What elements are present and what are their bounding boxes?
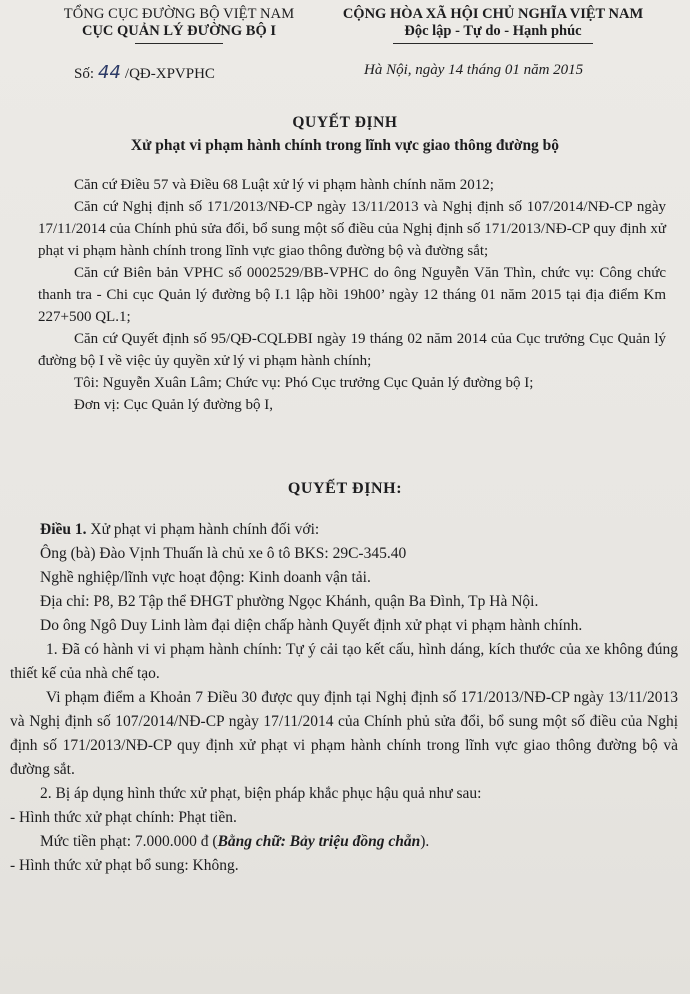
fine-in-words: Bằng chữ: Bảy triệu đồng chẵn — [217, 833, 421, 850]
basis-paragraph: Căn cứ Điều 57 và Điều 68 Luật xử lý vi phạm hành chính năm 2012; — [74, 177, 494, 193]
article-1 — [10, 518, 678, 878]
fine-suffix: ). — [420, 833, 430, 850]
representative-line: Do ông Ngô Duy Linh làm đại diện chấp hành Quyết định xử phạt vi phạm hành chính. — [40, 617, 583, 634]
address-line: Địa chỉ: P8, B2 Tập thể ĐHGT phường Ngọc Khánh, quận Ba Đình, Tp Hà Nội. — [40, 593, 539, 610]
legal-basis-section — [38, 174, 666, 416]
national-motto: Độc lập - Tự do - Hạnh phúc — [404, 23, 582, 39]
department-name: CỤC QUẢN LÝ ĐƯỜNG BỘ I — [81, 23, 276, 39]
article-text: Xử phạt vi phạm hành chính đối với: — [86, 521, 320, 538]
basis-paragraph: Căn cứ Biên bản VPHC số 0002529/BB-VPHC do ông Nguyễn Văn Thìn, chức vụ: Công chức thanh tra - Chi cục Quản lý đường bộ I.1 lập hồi 19h00’ ngày 12 tháng 01 năm 2015 tại địa điểm Km 227+500 QL.1; — [38, 265, 666, 325]
document-header — [0, 6, 690, 66]
decision-heading: QUYẾT ĐỊNH: — [287, 480, 403, 497]
number-suffix: /QĐ-XPVPHC — [124, 66, 215, 82]
document-number — [74, 62, 215, 83]
national-heading — [318, 6, 668, 44]
legal-basis-line: Vi phạm điểm a Khoản 7 Điều 30 được quy định tại Nghị định số 171/2013/NĐ-CP ngày 13/11/2013 và Nghị định số 107/2014/NĐ-CP ngày 17/11/2014 của Chính phủ sửa đổi, bổ sung một số điều của Nghị định số 171/2013/NĐ-CP quy định xử phạt vi phạm hành chính trong lĩnh vực giao thông đường bộ và đường sắt. — [10, 689, 678, 778]
authority-underline — [135, 43, 223, 44]
basis-paragraph: Căn cứ Nghị định số 171/2013/NĐ-CP ngày 13/11/2013 và Nghị định số 107/2014/NĐ-CP ngày 17/11/2014 của Chính phủ sửa đổi, bổ sung một số điều của Nghị định số 171/2013/NĐ-CP quy định xử phạt vi phạm hành chính trong lĩnh vực giao thông đường bộ và đường sắt; — [38, 199, 666, 259]
signer-line: Tôi: Nguyễn Xuân Lâm; Chức vụ: Phó Cục trưởng Cục Quản lý đường bộ I; — [74, 375, 534, 391]
article-label: Điều 1. — [40, 521, 87, 538]
main-penalty: - Hình thức xử phạt chính: Phạt tiền. — [10, 809, 237, 826]
basis-paragraph: Căn cứ Quyết định số 95/QĐ-CQLĐBI ngày 19 tháng 02 năm 2014 của Cục trưởng Cục Quản lý đường bộ I về việc ủy quyền xử lý vi phạm hành chính; — [38, 331, 666, 369]
article-1-heading — [10, 518, 678, 542]
motto-underline — [393, 43, 593, 44]
document-subtitle: Xử phạt vi phạm hành chính trong lĩnh vực giao thông đường bộ — [130, 137, 560, 154]
penalty-intro: 2. Bị áp dụng hình thức xử phạt, biện pháp khắc phục hậu quả như sau: — [40, 785, 482, 802]
fine-amount — [10, 830, 678, 854]
country-name: CỘNG HÒA XÃ HỘI CHỦ NGHĨA VIỆT NAM — [342, 6, 644, 22]
document-title: QUYẾT ĐỊNH — [292, 114, 398, 131]
fine-prefix: Mức tiền phạt: 7.000.000 đ ( — [40, 833, 218, 850]
violation-line: 1. Đã có hành vi vi phạm hành chính: Tự ý cải tạo kết cấu, hình dáng, kích thước của xe không đúng thiết kế của nhà chế tạo. — [10, 641, 678, 682]
handwritten-number: 44 — [98, 62, 121, 83]
number-prefix: Số: — [74, 66, 95, 82]
extra-penalty: - Hình thức xử phạt bổ sung: Không. — [10, 857, 239, 874]
vehicle-owner: Ông (bà) Đào Vịnh Thuấn là chủ xe ô tô BKS: 29C-345.40 — [40, 545, 407, 562]
unit-line: Đơn vị: Cục Quản lý đường bộ I, — [74, 397, 273, 413]
issuing-authority — [34, 6, 324, 44]
place-and-date: Hà Nội, ngày 14 tháng 01 năm 2015 — [364, 62, 584, 78]
occupation-line: Nghề nghiệp/lĩnh vực hoạt động: Kinh doanh vận tải. — [40, 569, 371, 586]
agency-name: TỔNG CỤC ĐƯỜNG BỘ VIỆT NAM — [63, 6, 295, 22]
